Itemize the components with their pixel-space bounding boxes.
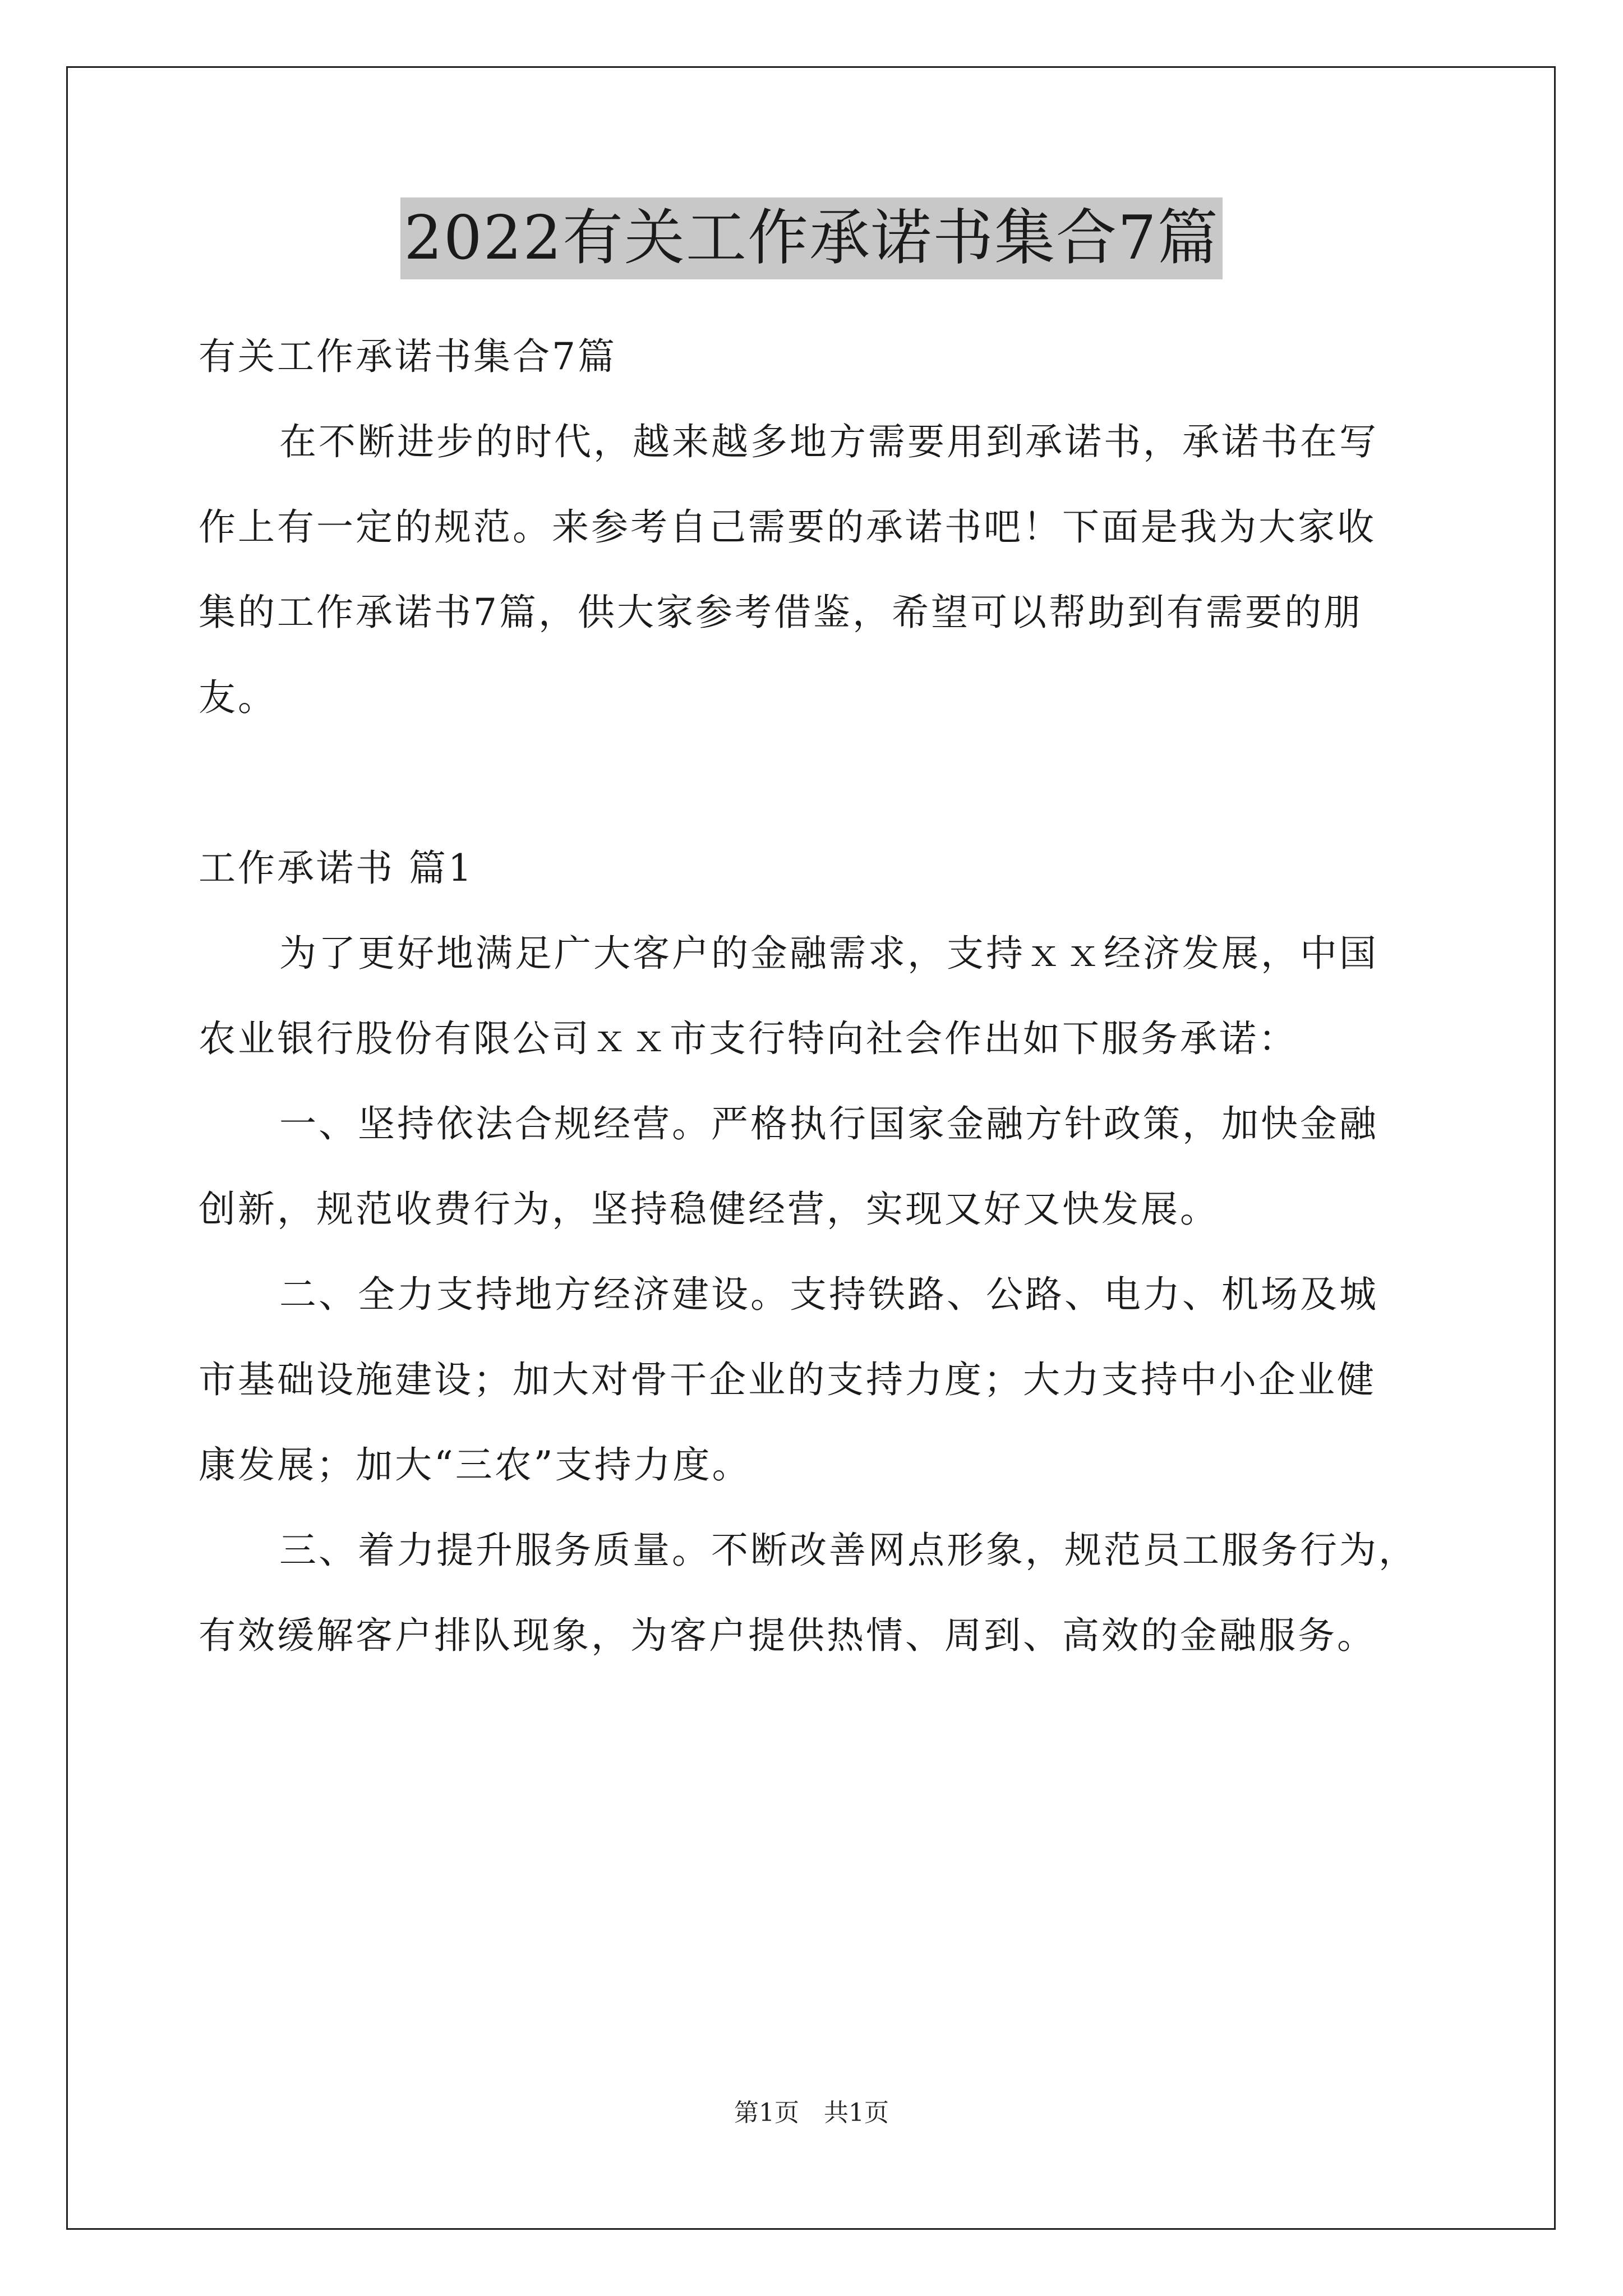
body-line: 有效缓解客户排队现象，为客户提供热情、周到、高效的金融服务。 [199,1614,1376,1657]
body-line: 为了更好地满足广大客户的金融需求，支持ｘｘ经济发展，中国 [279,932,1378,975]
body-line: 三、着力提升服务质量。不断改善网点形象，规范员工服务行为， [279,1529,1418,1572]
intro-line: 作上有一定的规范。来参考自己需要的承诺书吧！下面是我为大家收 [199,505,1376,549]
document-title: 2022有关工作承诺书集合7篇 [400,197,1223,279]
intro-line: 友。 [199,676,277,719]
intro-line: 在不断进步的时代，越来越多地方需要用到承诺书，承诺书在写 [279,420,1378,463]
document-body [199,314,1432,1678]
body-line: 农业银行股份有限公司ｘｘ市支行特向社会作出如下服务承诺： [199,1017,1298,1060]
page-footer: 第1页 共1页 [734,2099,889,2127]
title-wrap [0,197,1623,279]
spacer [199,740,1432,826]
body-line: 康发展；加大“三农”支持力度。 [199,1443,751,1487]
section-heading: 工作承诺书 篇1 [199,846,474,890]
body-line: 二、全力支持地方经济建设。支持铁路、公路、电力、机场及城 [279,1273,1378,1316]
body-line: 一、坚持依法合规经营。严格执行国家金融方针政策，加快金融 [279,1102,1378,1145]
body-line: 创新，规范收费行为，坚持稳健经营，实现又好又快发展。 [199,1188,1219,1231]
subtitle: 有关工作承诺书集合7篇 [199,335,617,378]
body-line: 市基础设施建设；加大对骨干企业的支持力度；大力支持中小企业健 [199,1358,1376,1401]
intro-line: 集的工作承诺书7篇，供大家参考借鉴，希望可以帮助到有需要的朋 [199,591,1363,634]
